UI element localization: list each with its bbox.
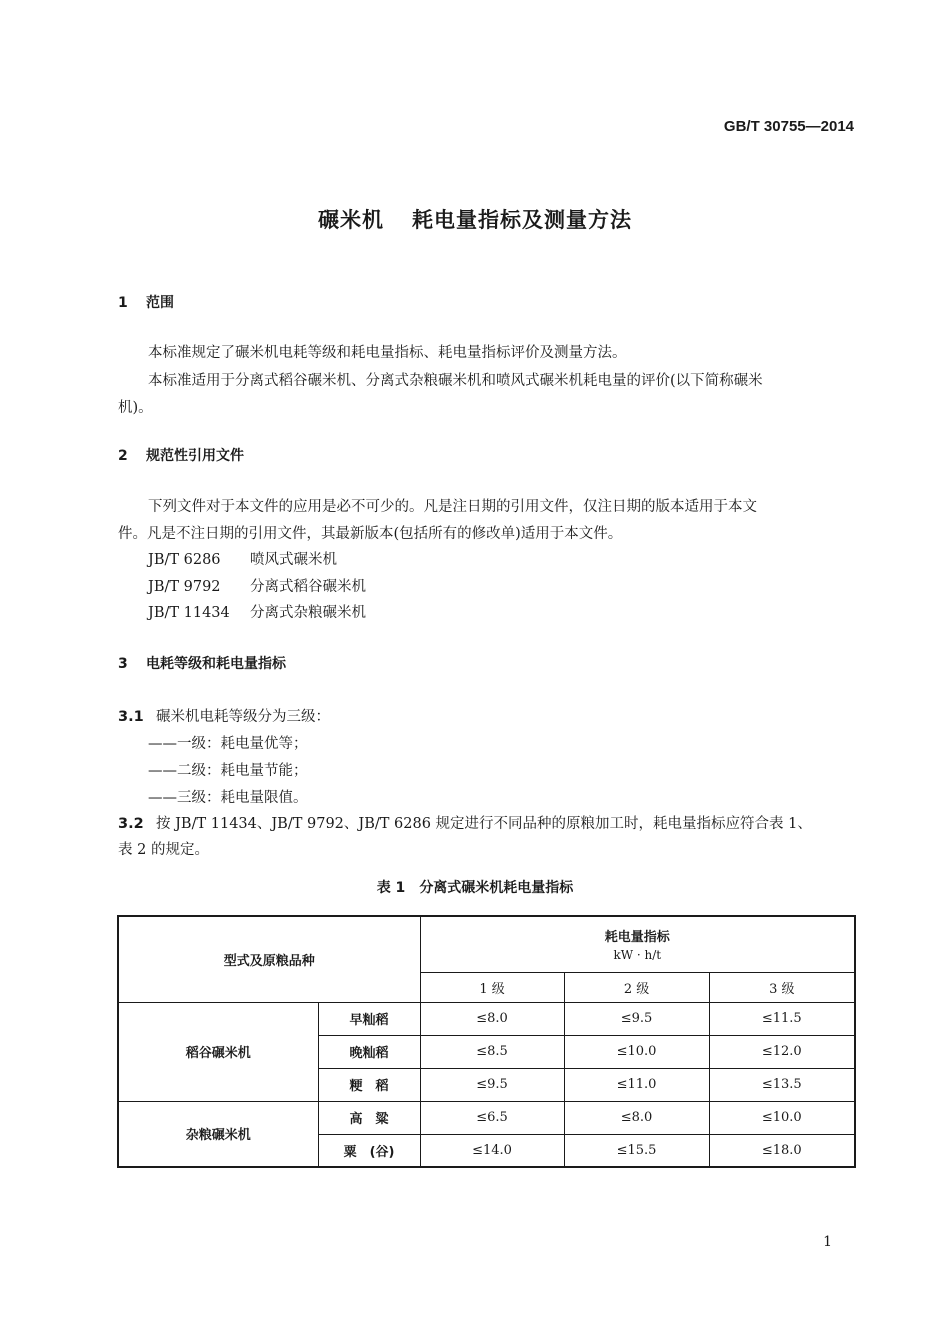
value-cell: ≤13.5 — [709, 1068, 855, 1101]
section-2-paragraph-line-2: 件。凡是不注日期的引用文件，其最新版本(包括所有的修改单)适用于本文件。 — [118, 526, 623, 542]
reference-code: JB/T 11434 — [148, 605, 230, 621]
header-type-variety: 型式及原粮品种 — [118, 916, 420, 1002]
section-1-heading — [118, 292, 174, 312]
section-2-number: 2 — [118, 448, 128, 464]
value-cell: ≤18.0 — [709, 1134, 855, 1167]
title-part1: 碾米机 — [318, 208, 384, 232]
subsection-3-1-text: 碾米机电耗等级分为三级： — [156, 709, 330, 725]
header-unit: kW · h/t — [613, 948, 662, 963]
group-name: 杂粮碾米机 — [118, 1101, 318, 1167]
reference-item — [148, 548, 337, 569]
variety-cell: 晚籼稻 — [318, 1035, 420, 1068]
header-level-2: 2 级 — [564, 972, 709, 1002]
value-cell: ≤10.0 — [564, 1035, 709, 1068]
section-1-paragraph-2-line-2: 机)。 — [118, 400, 153, 416]
value-cell: ≤11.0 — [564, 1068, 709, 1101]
level-item: ——一级：耗电量优等； — [148, 736, 308, 752]
reference-code: JB/T 6286 — [148, 552, 221, 568]
reference-title: 喷风式碾米机 — [250, 552, 337, 568]
subsection-3-2-line-2: 表 2 的规定。 — [118, 842, 209, 858]
reference-title: 分离式杂粮碾米机 — [250, 605, 366, 621]
value-cell: ≤14.0 — [420, 1134, 564, 1167]
subsection-3-2-line-1: 按 JB/T 11434、JB/T 9792、JB/T 6286 规定进行不同品种的原粮加工时，耗电量指标应符合表 1、 — [156, 816, 812, 832]
header-power-index — [420, 916, 855, 972]
section-1-paragraph-2-line-1: 本标准适用于分离式稻谷碾米机、分离式杂粮碾米机和喷风式碾米机耗电量的评价(以下简称碾米 — [148, 373, 763, 389]
section-2-title: 规范性引用文件 — [146, 448, 244, 464]
subsection-3-1-number: 3.1 — [118, 709, 144, 725]
table-1 — [117, 915, 856, 1168]
section-1-title: 范围 — [146, 295, 174, 311]
title-part2: 耗电量指标及测量方法 — [412, 208, 632, 232]
value-cell: ≤11.5 — [709, 1002, 855, 1035]
header-level-1: 1 级 — [420, 972, 564, 1002]
reference-title: 分离式稻谷碾米机 — [250, 579, 366, 595]
subsection-3-2-number: 3.2 — [118, 816, 144, 832]
section-3-title: 电耗等级和耗电量指标 — [146, 656, 286, 672]
header-index-label: 耗电量指标 — [604, 930, 670, 946]
variety-cell: 早籼稻 — [318, 1002, 420, 1035]
page-number: 1 — [823, 1234, 832, 1250]
section-2-heading — [118, 445, 244, 465]
value-cell: ≤15.5 — [564, 1134, 709, 1167]
value-cell: ≤8.0 — [564, 1101, 709, 1134]
group-name: 稻谷碾米机 — [118, 1002, 318, 1101]
value-cell: ≤9.5 — [564, 1002, 709, 1035]
value-cell: ≤12.0 — [709, 1035, 855, 1068]
variety-cell: 高 粱 — [318, 1101, 420, 1134]
reference-code: JB/T 9792 — [148, 579, 221, 595]
section-3-number: 3 — [118, 656, 128, 672]
level-item: ——二级：耗电量节能； — [148, 763, 308, 779]
level-item: ——三级：耗电量限值。 — [148, 790, 308, 806]
value-cell: ≤6.5 — [420, 1101, 564, 1134]
table-row — [118, 1101, 855, 1134]
page-title — [0, 204, 950, 234]
table-1-number: 表 1 — [376, 880, 406, 896]
table-1-title: 分离式碾米机耗电量指标 — [419, 880, 574, 896]
table-row — [118, 1002, 855, 1035]
variety-cell: 粳 稻 — [318, 1068, 420, 1101]
document-number: GB/T 30755—2014 — [723, 118, 854, 135]
reference-item — [148, 601, 366, 622]
subsection-3-2 — [118, 812, 812, 833]
section-1-number: 1 — [118, 295, 128, 311]
section-1-paragraph-1: 本标准规定了碾米机电耗等级和耗电量指标、耗电量指标评价及测量方法。 — [148, 345, 627, 361]
variety-cell: 粟 (谷) — [318, 1134, 420, 1167]
table-header-row — [118, 916, 855, 972]
reference-item — [148, 575, 366, 596]
value-cell: ≤9.5 — [420, 1068, 564, 1101]
header-level-3: 3 级 — [709, 972, 855, 1002]
value-cell: ≤10.0 — [709, 1101, 855, 1134]
section-3-heading — [118, 653, 286, 673]
section-2-paragraph-line-1: 下列文件对于本文件的应用是必不可少的。凡是注日期的引用文件，仅注日期的版本适用于本文 — [148, 499, 757, 515]
subsection-3-1 — [118, 705, 330, 726]
value-cell: ≤8.0 — [420, 1002, 564, 1035]
value-cell: ≤8.5 — [420, 1035, 564, 1068]
table-1-caption — [0, 877, 950, 897]
